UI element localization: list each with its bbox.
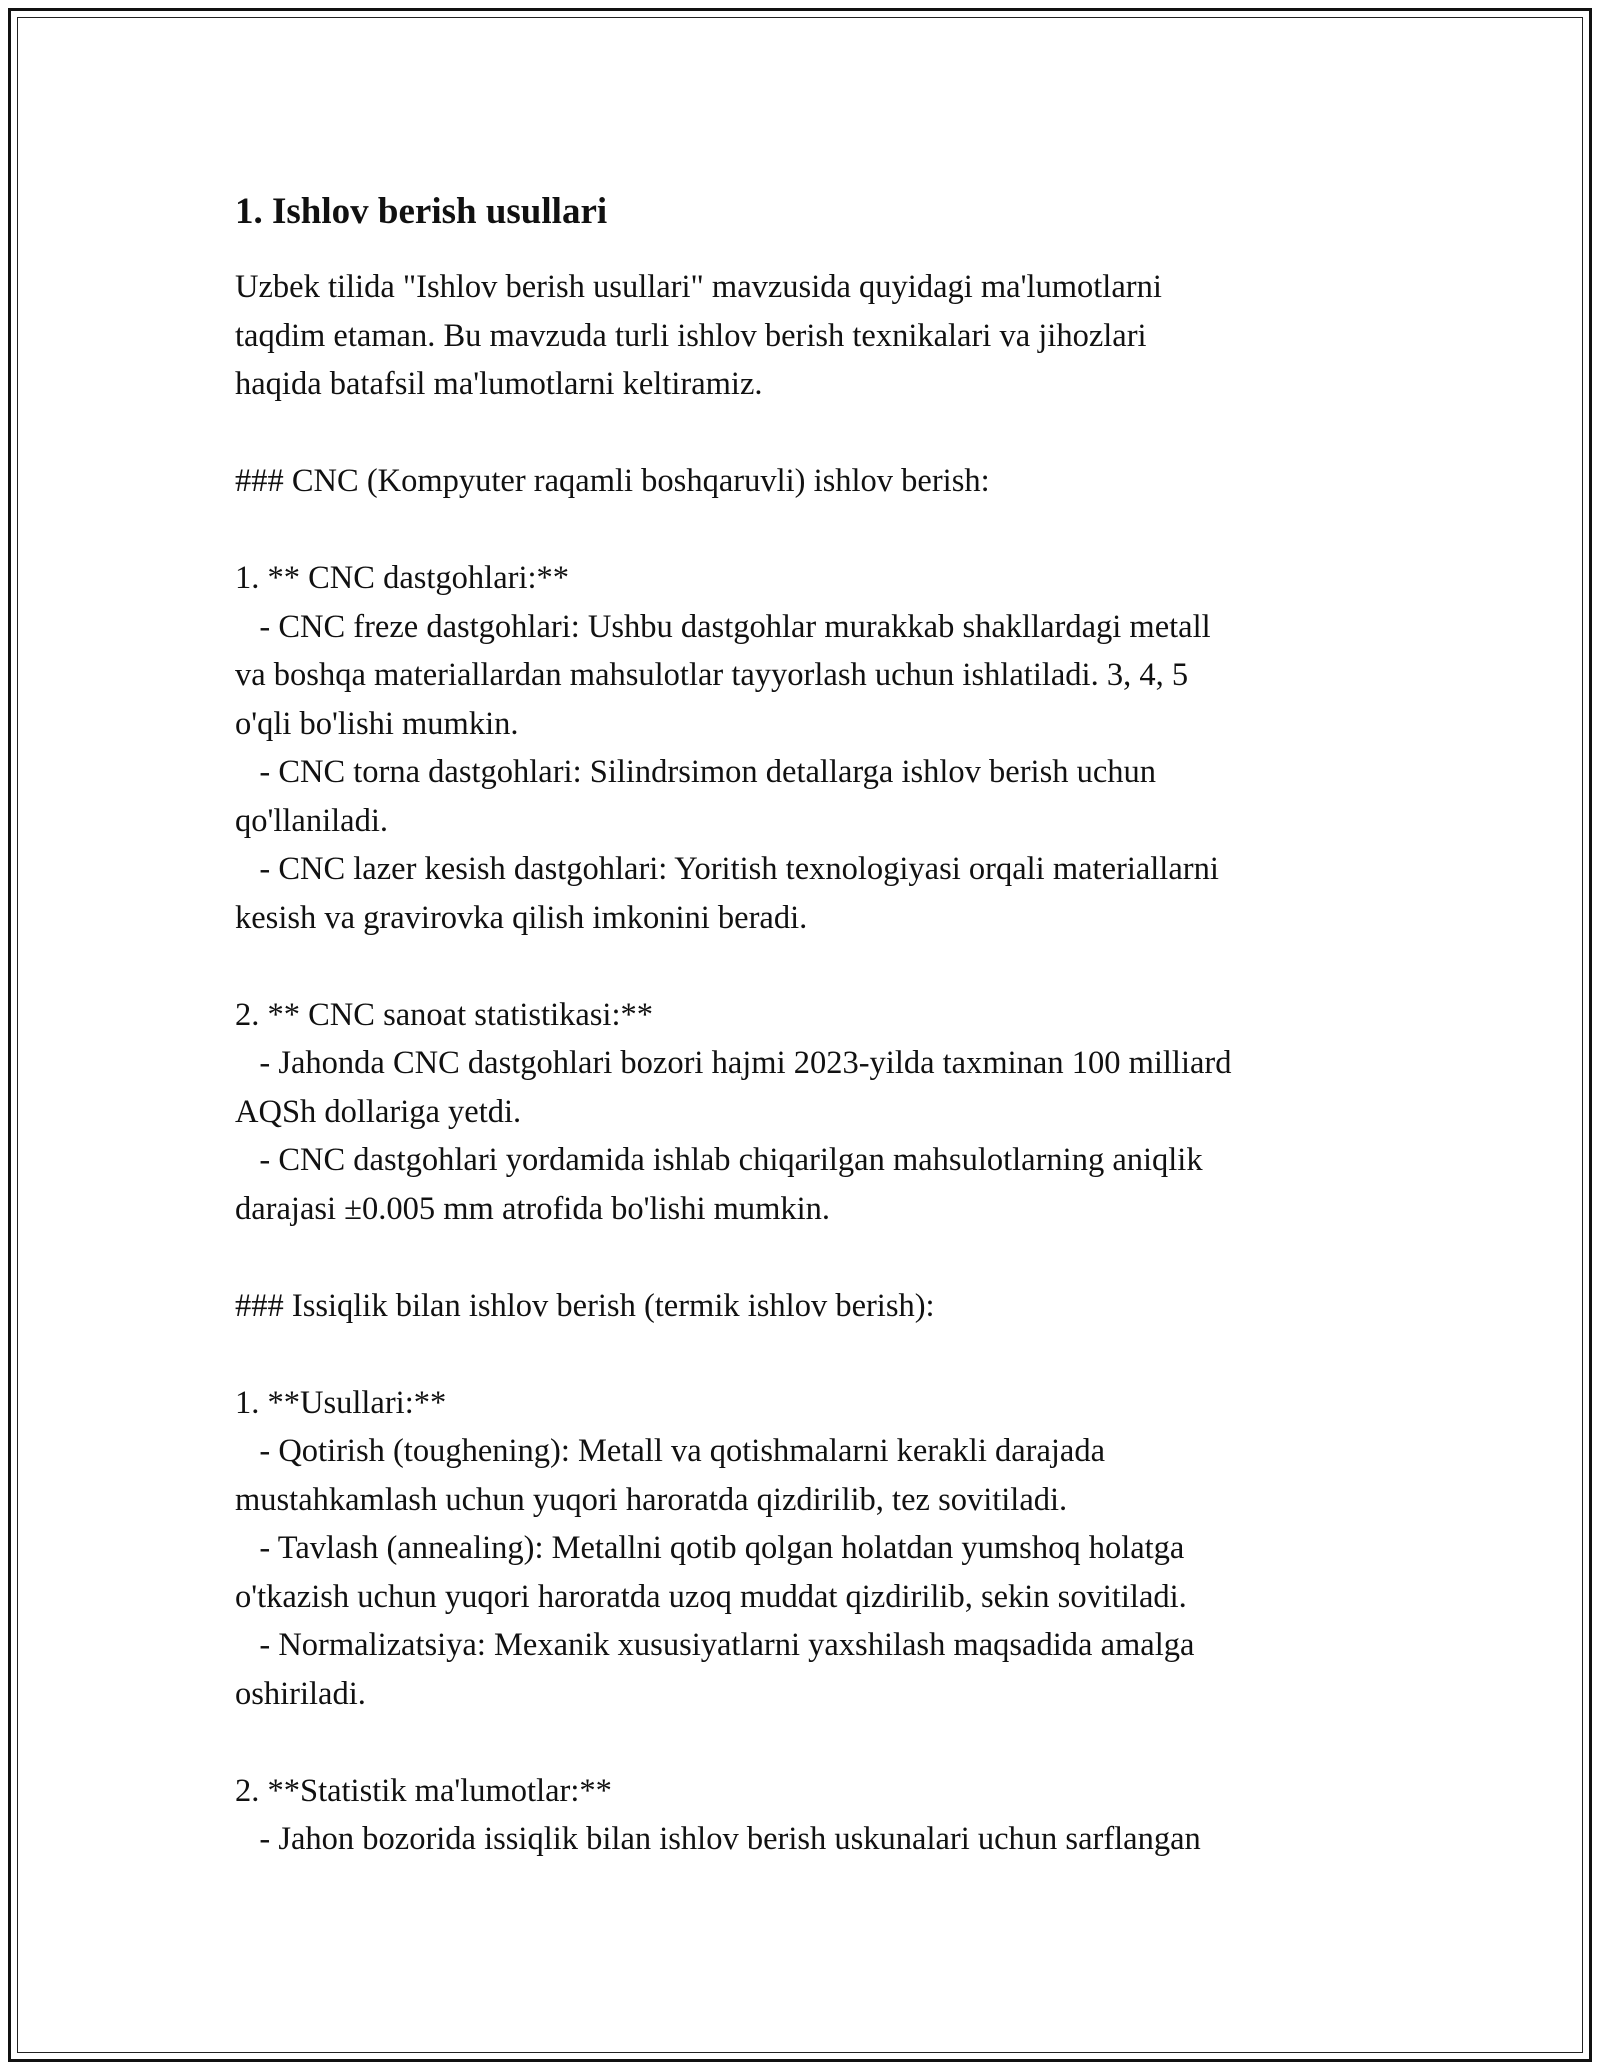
list-item-label: 1. ** CNC dastgohlari:** [235, 560, 570, 596]
spacer [235, 1233, 1365, 1282]
bullet-item: - CNC dastgohlari yordamida ishlab chiqarilgan mahsulotlarning aniqlik darajasi ±0.005 mm atrofida bo'lishi mumkin. [235, 1142, 1203, 1227]
bullet-item: - CNC lazer kesish dastgohlari: Yoritish texnologiyasi orqali materiallarni kesish va gravirovka qilish imkonini beradi. [235, 851, 1219, 936]
spacer [235, 1718, 1365, 1767]
section-heading-cnc: ### CNC (Kompyuter raqamli boshqaruvli) ishlov berish: [235, 463, 990, 499]
bullet-item: - Normalizatsiya: Mexanik xususiyatlarni yaxshilash maqsadida amalga oshiriladi. [235, 1627, 1195, 1712]
document-body [235, 188, 1365, 1864]
spacer [235, 942, 1365, 991]
spacer [235, 409, 1365, 458]
spacer [235, 1330, 1365, 1379]
bullet-item: - Qotirish (toughening): Metall va qotishmalarni kerakli darajada mustahkamlash uchun yuqori haroratda qizdirilib, tez sovitiladi. [235, 1433, 1106, 1518]
bullet-item: - CNC torna dastgohlari: Silindrsimon detallarga ishlov berish uchun qo'llaniladi. [235, 754, 1157, 839]
bullet-item: - Jahonda CNC dastgohlari bozori hajmi 2023-yilda taxminan 100 milliard AQSh dollariga yetdi. [235, 1045, 1232, 1130]
list-item-label: 2. **Statistik ma'lumotlar:** [235, 1772, 612, 1809]
section-heading-thermal: ### Issiqlik bilan ishlov berish (termik ishlov berish): [235, 1287, 935, 1324]
list-item-label: 2. ** CNC sanoat statistikasi:** [235, 996, 653, 1033]
list-item-label: 1. **Usullari:** [235, 1384, 447, 1421]
bullet-item: - Jahon bozorida issiqlik bilan ishlov berish uskunalari uchun sarflangan [235, 1821, 1201, 1857]
spacer [235, 506, 1365, 555]
bullet-item: - CNC freze dastgohlari: Ushbu dastgohlar murakkab shakllardagi metall va boshqa materiallardan mahsulotlar tayyorlash uchun ishlatiladi. 3, 4, 5 o'qli bo'lishi mumkin. [235, 608, 1211, 742]
intro-paragraph: Uzbek tilida "Ishlov berish usullari" mavzusida quyidagi ma'lumotlarni taqdim etaman. Bu mavzuda turli ishlov berish texnikalari va jihozlari haqida batafsil ma'lumotlarni keltiramiz. [235, 269, 1162, 402]
document-title: 1. Ishlov berish usullari [235, 191, 608, 232]
bullet-item: - Tavlash (annealing): Metallni qotib qolgan holatdan yumshoq holatga o'tkazish uchun yuqori haroratda uzoq muddat qizdirilib, sekin sovitiladi. [235, 1530, 1187, 1615]
